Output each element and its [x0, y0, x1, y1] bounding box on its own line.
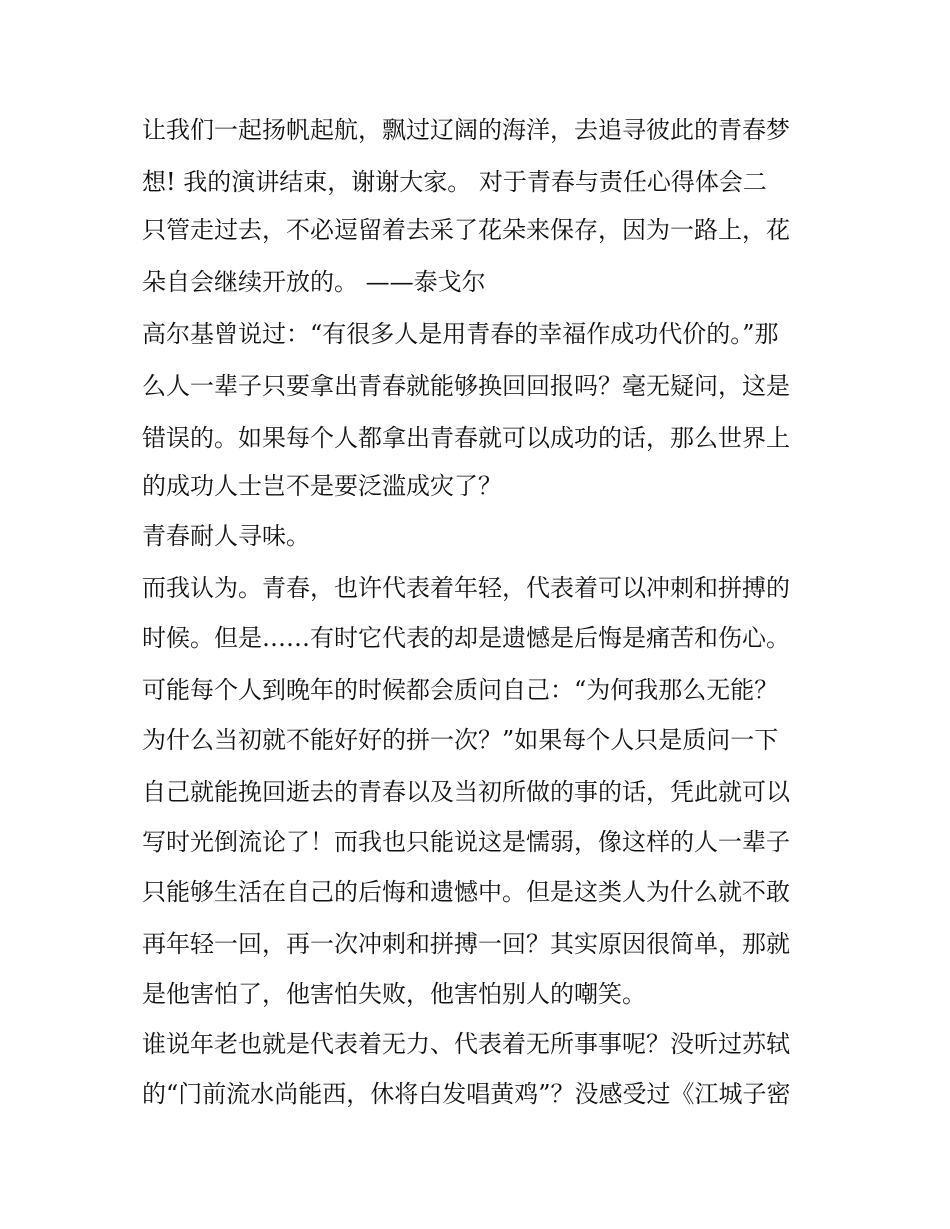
- text-line: 是他害怕了，他害怕失败，他害怕别人的嘲笑。: [142, 980, 646, 1008]
- text-line: 只能够生活在自己的后悔和遗憾中。但是这类人为什么就不敢: [142, 878, 790, 906]
- text-line: 而我认为。青春，也许代表着年轻，代表着可以冲刺和拼搏的: [142, 574, 790, 602]
- text-line: 时候。但是……有时它代表的却是遗憾是后悔是痛苦和伤心。: [142, 624, 790, 652]
- text-line: 为什么当初就不能好好的拼一次？”如果每个人只是质问一下: [142, 726, 779, 754]
- text-line: 错误的。如果每个人都拿出青春就可以成功的话，那么世界上: [142, 424, 790, 452]
- text-line: 朵自会继续开放的。 ——泰戈尔: [142, 268, 486, 296]
- text-line: 让我们一起扬帆起航，飘过辽阔的海洋，去追寻彼此的青春梦: [142, 116, 790, 144]
- text-line: 谁说年老也就是代表着无力、代表着无所事事呢？没听过苏轼: [142, 1030, 790, 1058]
- text-line: 高尔基曾说过：“有很多人是用青春的幸福作成功代价的。”那: [142, 320, 779, 348]
- text-line: 写时光倒流论了！而我也只能说这是懦弱，像这样的人一辈子: [142, 828, 790, 856]
- text-line: 可能每个人到晚年的时候都会质问自己：“为何我那么无能？: [142, 676, 779, 704]
- text-line: 么人一辈子只要拿出青春就能够换回回报吗？毫无疑问，这是: [142, 372, 790, 400]
- text-line: 自己就能挽回逝去的青春以及当初所做的事的话，凭此就可以: [142, 778, 790, 806]
- text-line: 再年轻一回，再一次冲刺和拼搏一回？其实原因很简单，那就: [142, 930, 790, 958]
- text-line: 青春耐人寻味。: [142, 522, 310, 550]
- text-line: 的成功人士岂不是要泛滥成灾了？: [142, 472, 502, 500]
- text-line: 只管走过去，不必逗留着去采了花朵来保存，因为一路上，花: [142, 216, 790, 244]
- text-line: 想! 我的演讲结束，谢谢大家。 对于青春与责任心得体会二: [142, 168, 767, 196]
- text-line: 的“门前流水尚能西，休将白发唱黄鸡”？没感受过《江城子密: [142, 1080, 791, 1108]
